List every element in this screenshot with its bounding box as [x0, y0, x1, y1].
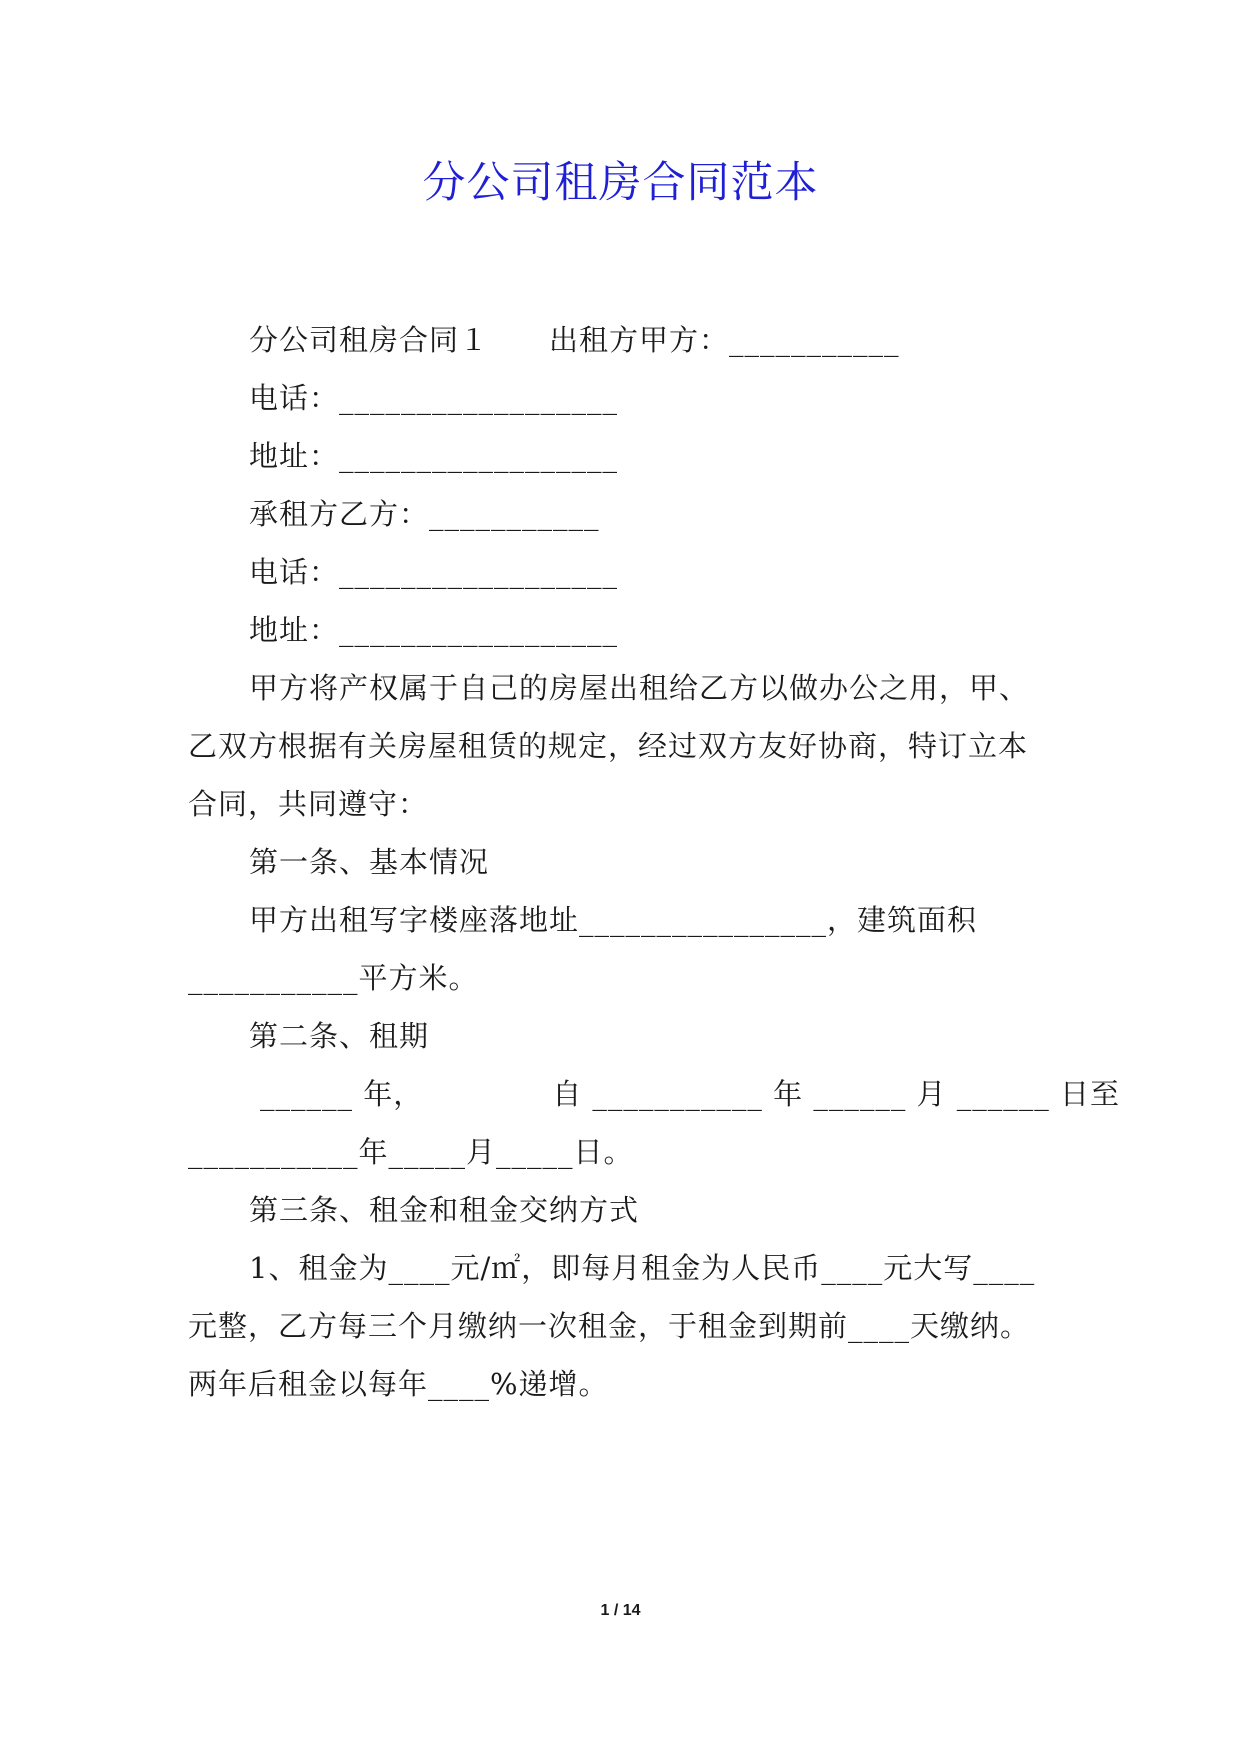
intro-paragraph-line-2: 乙双方根据有关房屋租赁的规定，经过双方友好协商，特订立本: [188, 729, 1029, 763]
lessee-phone-line: 电话：__________________: [249, 555, 619, 589]
article-1-heading: 第一条、基本情况: [249, 845, 490, 879]
article-1-line-2: ___________平方米。: [188, 961, 479, 995]
article-3-line-1: 1、租金为____元/㎡，即每月租金为人民币____元大写____: [249, 1251, 1036, 1285]
lessor-address-line: 地址：__________________: [249, 439, 619, 473]
article-3-heading: 第三条、租金和租金交纳方式: [249, 1193, 640, 1227]
lessor-line: 分公司租房合同１ 出租方甲方：___________: [249, 323, 900, 357]
article-2-line-1: [260, 1074, 1120, 1114]
lease-start-text: 自 ___________ 年 ______ 月 ______ 日至: [552, 1077, 1120, 1111]
article-2-heading: 第二条、租期: [249, 1019, 430, 1053]
document-title: 分公司租房合同范本: [422, 158, 819, 208]
intro-paragraph-line-3: 合同，共同遵守：: [188, 787, 429, 821]
lessor-phone-line: 电话：__________________: [249, 381, 619, 415]
lessee-address-line: 地址：__________________: [249, 613, 619, 647]
lease-years-text: ______ 年，: [260, 1077, 424, 1111]
intro-paragraph-line-1: 甲方将产权属于自己的房屋出租给乙方以做办公之用，甲、: [249, 671, 1030, 705]
article-1-line-1: 甲方出租写字楼座落地址________________，建筑面积: [249, 903, 978, 937]
lessee-line: 承租方乙方：___________: [249, 497, 600, 531]
page-number: 1 / 14: [600, 1602, 641, 1619]
article-3-line-2: 元整，乙方每三个月缴纳一次租金，于租金到期前____天缴纳。: [188, 1309, 1031, 1343]
article-2-line-2: ___________年_____月_____日。: [188, 1135, 634, 1169]
article-3-line-3: 两年后租金以每年____%递增。: [188, 1367, 609, 1401]
